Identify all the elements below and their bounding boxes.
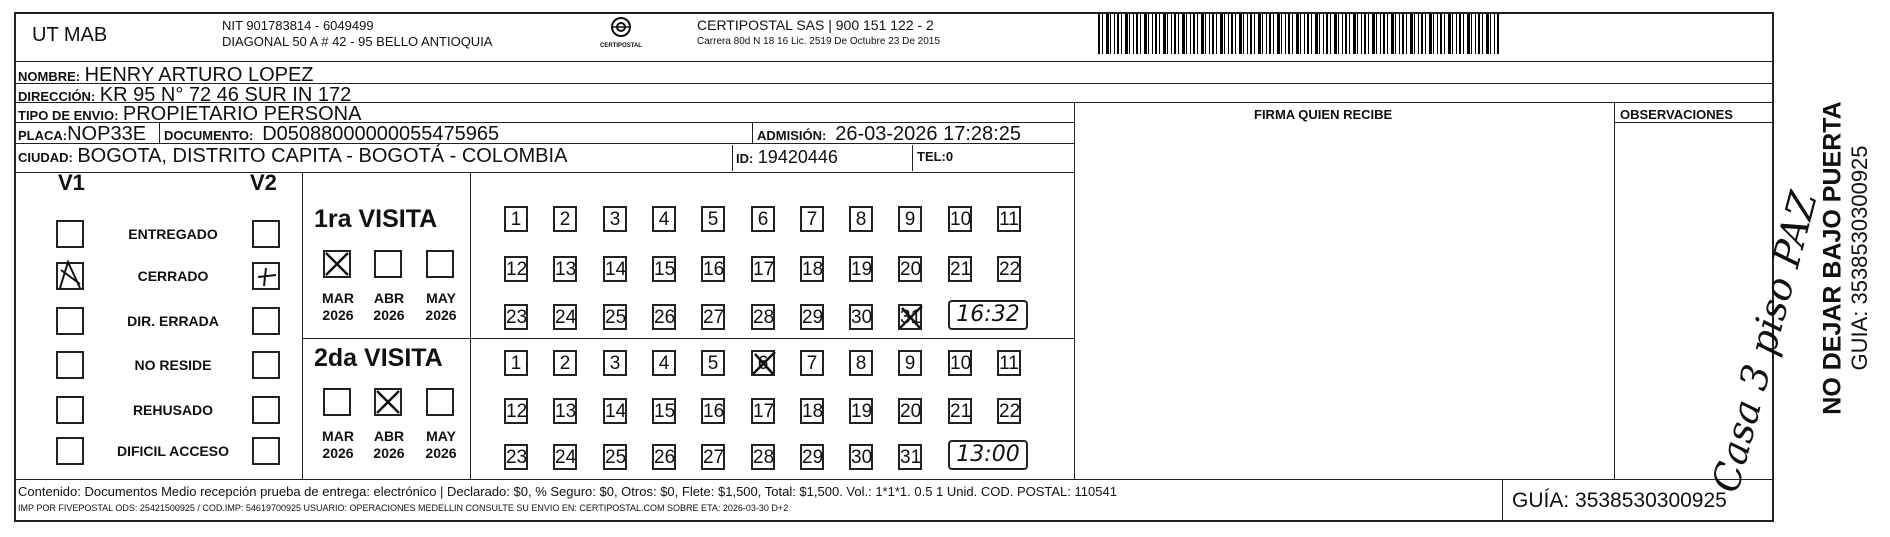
admision-value: 26-03-2026 17:28:25: [835, 123, 1021, 145]
day-box[interactable]: 3: [603, 350, 627, 376]
day-box[interactable]: 4: [652, 206, 676, 232]
status-reason: CERRADO: [137, 268, 209, 284]
day-box[interactable]: 13: [553, 398, 577, 424]
day-box[interactable]: 6: [751, 350, 775, 376]
month-label: MAR 2026: [322, 428, 354, 461]
day-box[interactable]: 1: [504, 206, 528, 232]
day-box[interactable]: 25: [603, 304, 627, 330]
month-checkbox[interactable]: [323, 388, 351, 416]
day-box[interactable]: 10: [948, 350, 972, 376]
day-box[interactable]: 24: [553, 444, 577, 470]
day-box[interactable]: 11: [997, 350, 1021, 376]
nombre-label: NOMBRE:: [18, 69, 81, 84]
day-box[interactable]: 25: [603, 444, 627, 470]
v1-checkbox[interactable]: [56, 437, 84, 465]
month-checkbox[interactable]: [374, 388, 402, 416]
company-nit: NIT 901783814 - 6049499: [222, 18, 374, 33]
day-box[interactable]: 6: [751, 206, 775, 232]
day-box[interactable]: 15: [652, 256, 676, 282]
rule: [302, 172, 303, 479]
day-box[interactable]: 17: [751, 398, 775, 424]
day-box[interactable]: 21: [948, 256, 972, 282]
day-box[interactable]: 3: [603, 206, 627, 232]
day-box[interactable]: 28: [751, 304, 775, 330]
month-label: MAY 2026: [425, 290, 457, 323]
day-box[interactable]: 18: [800, 256, 824, 282]
firma-label: FIRMA QUIEN RECIBE: [1254, 107, 1393, 122]
day-box[interactable]: 21: [948, 398, 972, 424]
carrier-address: Carrera 80d N 18 16 Lic. 2519 De Octubre 23 De 2015: [697, 36, 940, 47]
day-box[interactable]: 16: [701, 398, 725, 424]
day-box[interactable]: 14: [603, 398, 627, 424]
day-box[interactable]: 29: [800, 304, 824, 330]
day-box[interactable]: 24: [553, 304, 577, 330]
side-warning: NO DEJAR BAJO PUERTA: [1818, 101, 1847, 415]
visit-time: 13:00: [948, 440, 1028, 470]
placa-value: NOP33E: [67, 123, 147, 145]
day-box[interactable]: 10: [948, 206, 972, 232]
barcode: [1098, 14, 1500, 54]
day-box[interactable]: 19: [849, 398, 873, 424]
day-mark: [896, 302, 926, 336]
day-box[interactable]: 8: [849, 350, 873, 376]
month-label: MAR 2026: [322, 290, 354, 323]
day-mark: [749, 348, 779, 382]
rule: [1614, 102, 1615, 479]
month-checkbox[interactable]: [426, 250, 454, 278]
day-box[interactable]: 23: [504, 444, 528, 470]
rule: [1614, 122, 1774, 123]
day-box[interactable]: 14: [603, 256, 627, 282]
day-box[interactable]: 5: [701, 206, 725, 232]
rule: [1502, 479, 1503, 522]
company-address: DIAGONAL 50 A # 42 - 95 BELLO ANTIOQUIA: [222, 34, 493, 49]
day-box[interactable]: 22: [997, 256, 1021, 282]
id-label: ID:: [736, 151, 754, 166]
status-reason: NO RESIDE: [134, 357, 212, 373]
month-checkbox[interactable]: [426, 388, 454, 416]
day-box[interactable]: 26: [652, 444, 676, 470]
day-box[interactable]: 20: [898, 398, 922, 424]
day-box[interactable]: 19: [849, 256, 873, 282]
nombre-value: HENRY ARTURO LOPEZ: [84, 64, 314, 86]
admision-label: ADMISIÓN:: [757, 128, 827, 143]
footer-content: Contenido: Documentos Medio recepción prueba de entrega: electrónico | Declarado: $0, % Seguro: $0, Otros: $0, Flete: $1,500, Total: $1,500. Vol.: 1*1*1. 0.5 1 Unid. COD. POSTAL: 110541: [18, 484, 1117, 499]
v2-checkbox[interactable]: [252, 351, 280, 379]
direccion-value: KR 95 N° 72 46 SUR IN 172: [99, 84, 352, 106]
day-box[interactable]: 30: [849, 304, 873, 330]
rule: [14, 172, 1074, 173]
v2-checkbox[interactable]: [252, 437, 280, 465]
status-reason: REHUSADO: [132, 402, 214, 418]
day-box[interactable]: 31: [898, 444, 922, 470]
day-box[interactable]: 12: [504, 398, 528, 424]
ciudad-label: CIUDAD:: [18, 150, 73, 165]
day-box[interactable]: 11: [997, 206, 1021, 232]
month-label: MAY 2026: [425, 428, 457, 461]
day-box[interactable]: 2: [553, 350, 577, 376]
documento-label: DOCUMENTO:: [164, 128, 254, 143]
month-label: ABR 2026: [373, 290, 405, 323]
tipo-envio-value: PROPIETARIO PERSONA: [122, 103, 362, 125]
day-box[interactable]: 18: [800, 398, 824, 424]
day-box[interactable]: 15: [652, 398, 676, 424]
day-box[interactable]: 5: [701, 350, 725, 376]
day-box[interactable]: 28: [751, 444, 775, 470]
footer-guia: GUÍA: 3538530300925: [1512, 489, 1727, 512]
day-box[interactable]: 20: [898, 256, 922, 282]
day-box[interactable]: 29: [800, 444, 824, 470]
v2-checkbox[interactable]: [252, 307, 280, 335]
v1-checkbox[interactable]: [56, 262, 84, 290]
rule: [14, 61, 1774, 62]
rule: [752, 122, 753, 143]
day-box[interactable]: 8: [849, 206, 873, 232]
day-box[interactable]: 4: [652, 350, 676, 376]
rule: [1074, 102, 1075, 479]
month-label: ABR 2026: [373, 428, 405, 461]
direccion-label: DIRECCIÓN:: [18, 89, 96, 104]
day-box[interactable]: 17: [751, 256, 775, 282]
tipo-envio-label: TIPO DE ENVIO:: [18, 108, 119, 123]
visit-time: 16:32: [948, 300, 1028, 330]
day-box[interactable]: 13: [553, 256, 577, 282]
day-box[interactable]: 23: [504, 304, 528, 330]
certipostal-logo: CERTIPOSTAL: [596, 16, 646, 50]
documento-value: D05088000000055475965: [262, 123, 500, 145]
first-visit-label: 1ra VISITA: [314, 205, 438, 233]
v2-checkbox[interactable]: [252, 262, 280, 290]
company-name: UT MAB: [32, 24, 108, 46]
v2-checkbox[interactable]: [252, 396, 280, 424]
day-box[interactable]: 7: [800, 350, 824, 376]
tel-label: TEL:: [917, 149, 946, 164]
rule: [302, 338, 1074, 339]
day-box[interactable]: 2: [553, 206, 577, 232]
side-guia: GUIA: 3538530300925: [1847, 145, 1872, 371]
status-reason: DIFICIL ACCESO: [116, 443, 229, 459]
rule: [732, 145, 733, 171]
day-box[interactable]: 9: [898, 206, 922, 232]
v1-checkbox[interactable]: [56, 220, 84, 248]
placa-label: PLACA:: [18, 128, 68, 143]
footer-imp: IMP POR FIVEPOSTAL ODS: 25421500925 / COD.IMP: 54619700925 USUARIO: OPERACIONES MEDELLIN CONSULTE SU ENVIO EN: CERTIPOSTAL.COM SOBRE ETA: 2026-03-30 D+2: [18, 503, 789, 513]
day-box[interactable]: 30: [849, 444, 873, 470]
observaciones-label: OBSERVACIONES: [1620, 107, 1733, 122]
observations-handwriting: Casa 3 piso PAZ: [1703, 187, 1826, 497]
v1-checkbox[interactable]: [56, 351, 84, 379]
tel-value: 0: [945, 149, 954, 164]
ciudad-value: BOGOTA, DISTRITO CAPITA - BOGOTÁ - COLOMBIA: [77, 145, 568, 167]
day-box[interactable]: 12: [504, 256, 528, 282]
v2-label: V2: [250, 170, 277, 195]
day-box[interactable]: 22: [997, 398, 1021, 424]
id-value: 19420446: [757, 147, 838, 167]
second-visit-label: 2da VISITA: [314, 344, 443, 372]
day-box[interactable]: 27: [701, 304, 725, 330]
v1-label: V1: [58, 170, 85, 195]
v1-checkbox[interactable]: [56, 307, 84, 335]
day-box[interactable]: 9: [898, 350, 922, 376]
day-box[interactable]: 1: [504, 350, 528, 376]
v2-checkbox[interactable]: [252, 220, 280, 248]
status-reason: DIR. ERRADA: [127, 313, 219, 329]
month-checkbox[interactable]: [323, 250, 351, 278]
status-reason: ENTREGADO: [128, 226, 218, 242]
day-box[interactable]: 7: [800, 206, 824, 232]
day-box[interactable]: 31: [898, 304, 922, 330]
rule: [470, 172, 471, 479]
rule: [14, 479, 1774, 480]
month-checkbox[interactable]: [374, 250, 402, 278]
day-box[interactable]: 16: [701, 256, 725, 282]
carrier-name: CERTIPOSTAL SAS | 900 151 122 - 2: [697, 17, 934, 33]
day-box[interactable]: 26: [652, 304, 676, 330]
v1-checkbox[interactable]: [56, 396, 84, 424]
rule: [912, 145, 913, 171]
day-box[interactable]: 27: [701, 444, 725, 470]
